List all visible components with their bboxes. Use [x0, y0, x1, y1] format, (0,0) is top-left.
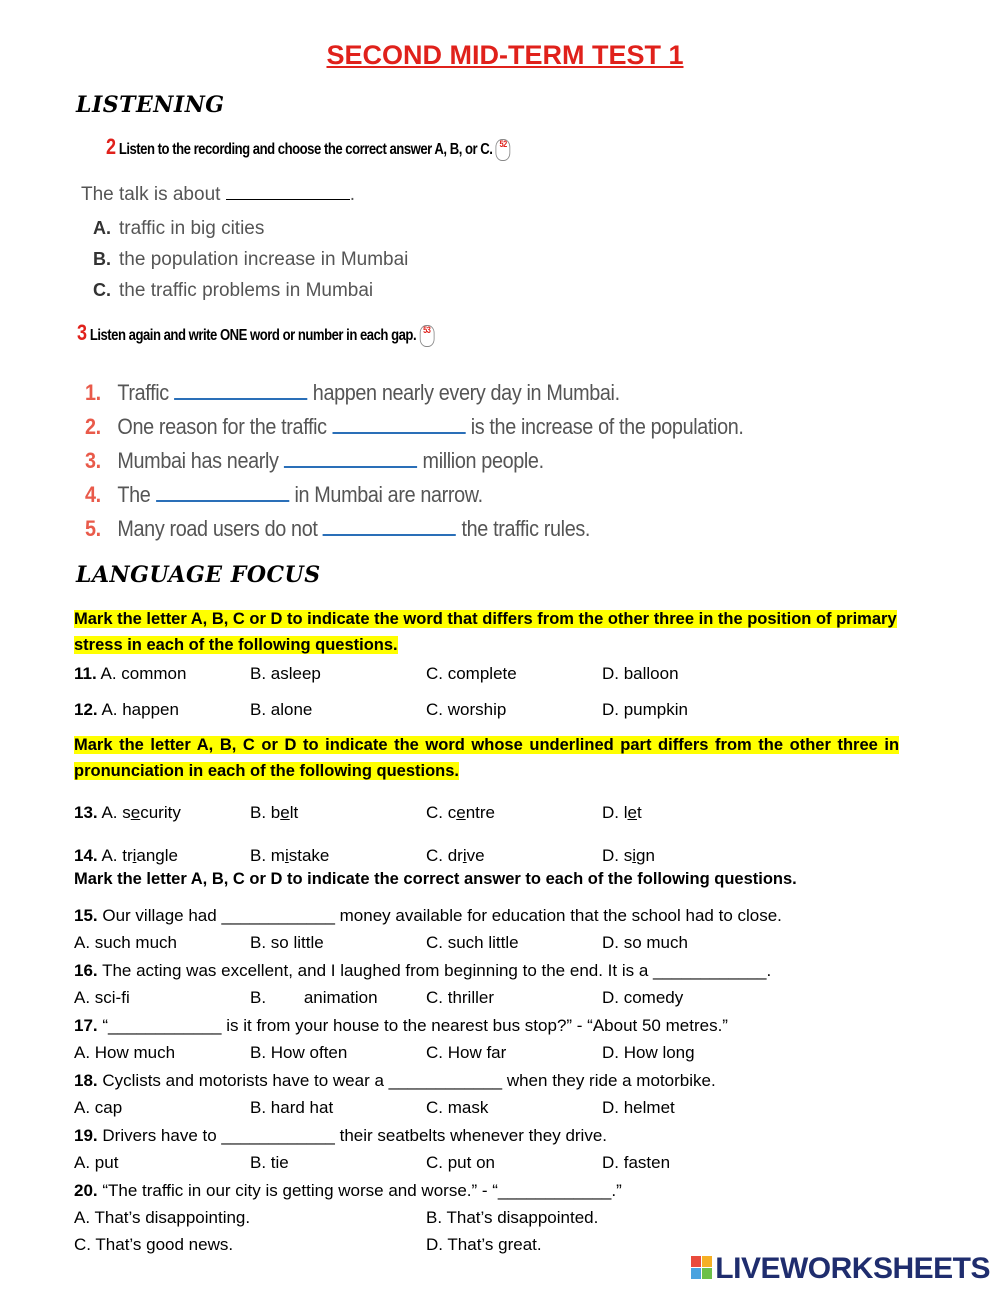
- question-text: Drivers have to ____________ their seatbelts whenever they drive.: [102, 1126, 608, 1145]
- instruction-pronunciation: [74, 732, 940, 784]
- option-b[interactable]: [93, 249, 408, 271]
- question-text: Our village had ____________ money available for education that the school had to close.: [102, 906, 782, 925]
- choice-a[interactable]: A. cap: [74, 1098, 123, 1117]
- gap-after: million people.: [422, 448, 544, 473]
- section-heading-listening: LISTENING: [76, 92, 225, 118]
- choice-a[interactable]: A. such much: [74, 933, 177, 952]
- gap-blank[interactable]: [284, 446, 417, 468]
- choice-b[interactable]: B. hard hat: [250, 1098, 334, 1117]
- question-number: 20.: [74, 1181, 98, 1200]
- instruction-line: Mark the letter A, B, C or D to indicate the word that differs from the other three in the position of primary: [74, 610, 897, 628]
- choice-d[interactable]: D. That’s great.: [426, 1235, 542, 1254]
- choice-d[interactable]: D. helmet: [602, 1098, 675, 1117]
- choice-b[interactable]: B. asleep: [250, 664, 321, 683]
- choice-d[interactable]: D. How long: [602, 1043, 695, 1062]
- gap-blank[interactable]: [156, 480, 289, 502]
- stem-end: .: [349, 184, 355, 205]
- choice-a[interactable]: A. sci-fi: [74, 988, 130, 1007]
- choice-d[interactable]: D. fasten: [602, 1153, 671, 1172]
- question-number: 15.: [74, 906, 98, 925]
- question-number: 17.: [74, 1016, 98, 1035]
- instruction-line: Mark the letter A, B, C or D to indicate the word whose underlined part differs from the other three in: [74, 736, 900, 754]
- choice-c[interactable]: C. centre: [426, 803, 495, 822]
- gap-item-1: [85, 378, 620, 406]
- option-text: traffic in big cities: [119, 218, 265, 239]
- choice-c[interactable]: C. worship: [426, 700, 507, 719]
- choice-c[interactable]: C. put on: [426, 1153, 495, 1172]
- choice-d[interactable]: D. sign: [602, 846, 655, 865]
- gap-after: happen nearly every day in Mumbai.: [312, 380, 620, 405]
- gap-blank[interactable]: [332, 412, 465, 434]
- choice-a[interactable]: A. put: [74, 1153, 119, 1172]
- logo-text: LIVEWORKSHEETS: [715, 1252, 990, 1285]
- gap-item-4: [85, 480, 483, 508]
- instruction-line: stress in each of the following questions.: [74, 636, 398, 654]
- question-stem: [74, 1016, 728, 1036]
- choice-a[interactable]: A. security: [101, 803, 181, 822]
- choice-b[interactable]: B. mistake: [250, 846, 330, 865]
- page-title: SECOND MID-TERM TEST 1: [326, 40, 684, 70]
- choice-d[interactable]: D. so much: [602, 933, 688, 952]
- question-number: 18.: [74, 1071, 98, 1090]
- option-letter: A.: [93, 218, 111, 238]
- liveworksheets-logo[interactable]: [691, 1252, 990, 1286]
- choice-a[interactable]: A. common: [100, 664, 187, 683]
- question-number-and-a: [74, 846, 178, 866]
- choice-c[interactable]: C. mask: [426, 1098, 489, 1117]
- question-number-and-a: [74, 803, 181, 823]
- choice-b[interactable]: B. so little: [250, 933, 324, 952]
- gap-item-5: [85, 514, 590, 542]
- choice-a[interactable]: A. happen: [101, 700, 179, 719]
- question-stem: [74, 1071, 716, 1091]
- task3-text: Listen again and write ONE word or number in each gap.: [89, 327, 417, 344]
- gap-before: Traffic: [117, 380, 169, 405]
- gap-number: 2.: [85, 414, 101, 439]
- gap-blank[interactable]: [174, 378, 307, 400]
- gap-before: Many road users do not: [117, 516, 318, 541]
- choice-c[interactable]: C. drive: [426, 846, 485, 865]
- gap-number: 5.: [85, 516, 101, 541]
- gap-number: 1.: [85, 380, 101, 405]
- question-stem: [74, 1181, 622, 1201]
- question-text: The acting was excellent, and I laughed from beginning to the end. It is a ____________.: [102, 961, 772, 980]
- task2-text: Listen to the recording and choose the correct answer A, B, or C.: [118, 141, 493, 158]
- choice-d[interactable]: D. comedy: [602, 988, 684, 1007]
- gap-before: The: [117, 482, 151, 507]
- choice-c[interactable]: C. How far: [426, 1043, 507, 1062]
- choice-a[interactable]: A. How much: [74, 1043, 176, 1062]
- question-number: 14.: [74, 846, 98, 865]
- choice-b[interactable]: B. How often: [250, 1043, 348, 1062]
- choice-b[interactable]: B. That’s disappointed.: [426, 1208, 599, 1227]
- gap-after: the traffic rules.: [461, 516, 591, 541]
- choice-b[interactable]: B. animation: [250, 988, 378, 1007]
- gap-item-2: [85, 412, 744, 440]
- question-stem: [74, 961, 771, 981]
- gap-after: is the increase of the population.: [470, 414, 744, 439]
- question-text: Cyclists and motorists have to wear a ____________ when they ride a motorbike.: [102, 1071, 716, 1090]
- gap-before: One reason for the traffic: [117, 414, 327, 439]
- choice-b[interactable]: B. tie: [250, 1153, 289, 1172]
- instruction-correct-answer: Mark the letter A, B, C or D to indicate the correct answer to each of the following questions.: [74, 870, 797, 888]
- option-letter: C.: [93, 280, 111, 300]
- choice-d[interactable]: D. let: [602, 803, 642, 822]
- stem-blank[interactable]: [226, 183, 350, 200]
- choice-c[interactable]: C. thriller: [426, 988, 495, 1007]
- question-number: 16.: [74, 961, 98, 980]
- option-letter: B.: [93, 249, 111, 269]
- question-number: 12.: [74, 700, 98, 719]
- instruction-stress: [74, 606, 940, 658]
- option-c[interactable]: [93, 280, 373, 302]
- choice-b[interactable]: B. belt: [250, 803, 299, 822]
- gap-blank[interactable]: [323, 514, 456, 536]
- question-number-and-a: [74, 700, 179, 720]
- option-a[interactable]: [93, 218, 264, 240]
- gap-after: in Mumbai are narrow.: [294, 482, 483, 507]
- gap-number: 3.: [85, 448, 101, 473]
- choice-d[interactable]: D. balloon: [602, 664, 679, 683]
- choice-c[interactable]: C. complete: [426, 664, 517, 683]
- choice-a[interactable]: A. That’s disappointing.: [74, 1208, 251, 1227]
- question-number: 19.: [74, 1126, 98, 1145]
- gap-number: 4.: [85, 482, 101, 507]
- task2-instruction: [106, 134, 510, 161]
- option-text: the population increase in Mumbai: [119, 249, 409, 270]
- task3-instruction: [77, 320, 434, 347]
- instruction-line: pronunciation in each of the following questions.: [74, 762, 459, 780]
- option-text: the traffic problems in Mumbai: [119, 280, 374, 301]
- task3-number: 3: [77, 320, 87, 345]
- question-text: “____________ is it from your house to the nearest bus stop?” - “About 50 metres.”: [102, 1016, 728, 1035]
- question-stem: [74, 906, 782, 926]
- choice-c[interactable]: C. such little: [426, 933, 519, 952]
- audio-track-icon[interactable]: 53: [419, 325, 434, 347]
- question-number: 11.: [74, 664, 97, 683]
- logo-blocks-icon: [691, 1256, 713, 1280]
- task2-stem: [81, 183, 355, 206]
- task2-number: 2: [106, 134, 116, 159]
- question-stem: [74, 1126, 607, 1146]
- question-text: “The traffic in our city is getting worse and worse.” - “____________.”: [102, 1181, 622, 1200]
- choice-d[interactable]: D. pumpkin: [602, 700, 688, 719]
- gap-item-3: [85, 446, 544, 474]
- audio-track-icon[interactable]: 52: [496, 139, 511, 161]
- question-number-and-a: [74, 664, 186, 684]
- question-number: 13.: [74, 803, 98, 822]
- choice-b[interactable]: B. alone: [250, 700, 313, 719]
- stem-text: The talk is about: [81, 184, 221, 205]
- section-heading-language-focus: LANGUAGE FOCUS: [76, 562, 321, 588]
- choice-c[interactable]: C. That’s good news.: [74, 1235, 234, 1254]
- gap-before: Mumbai has nearly: [117, 448, 279, 473]
- choice-a[interactable]: A. triangle: [101, 846, 178, 865]
